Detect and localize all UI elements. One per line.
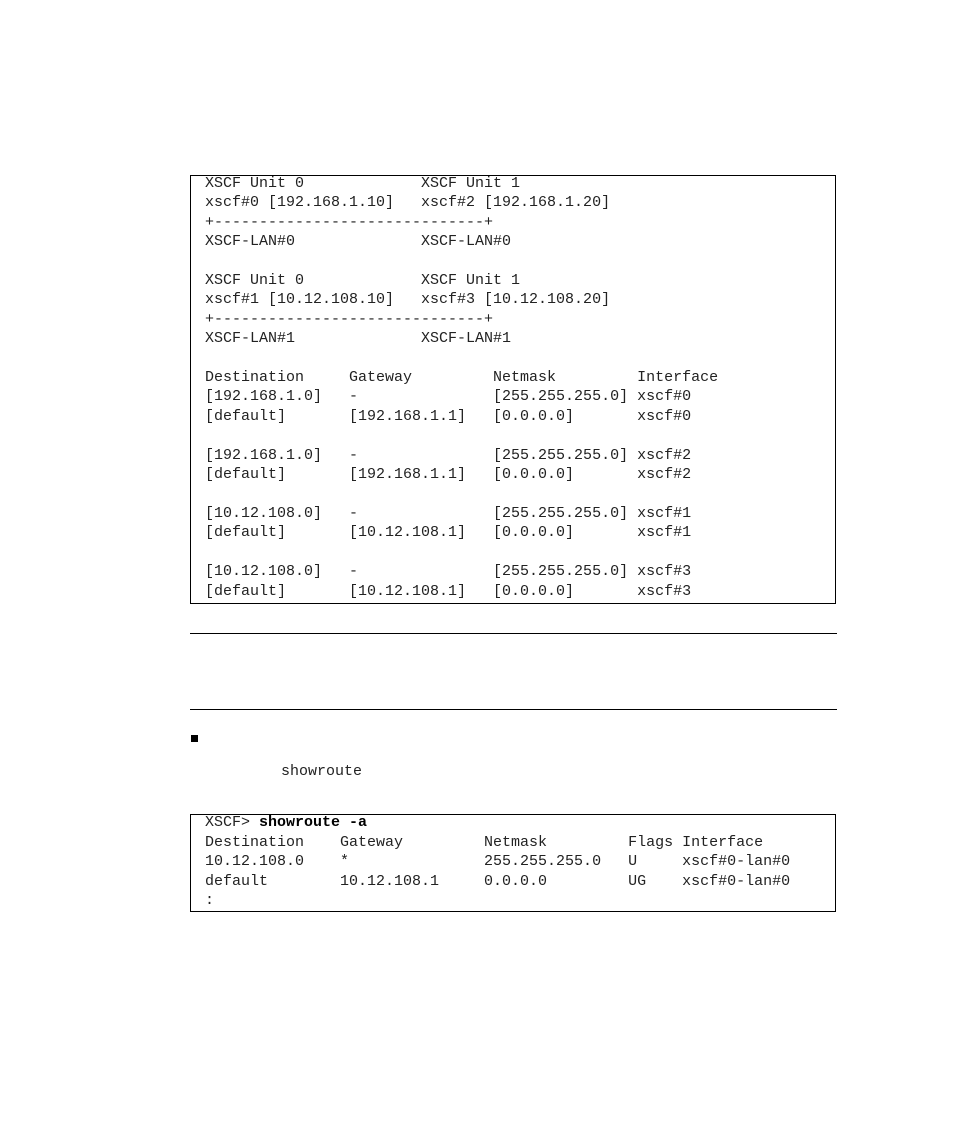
network-config-code xyxy=(205,174,718,601)
code-line: [default] [10.12.108.1] [0.0.0.0] xscf#1 xyxy=(205,524,692,542)
code-line: [10.12.108.0] - [255.255.255.0] xscf#1 xyxy=(205,504,692,522)
bullet-icon xyxy=(191,735,198,742)
code-line: xscf#0 [192.168.1.10] xscf#2 [192.168.1.20] xyxy=(205,194,611,212)
code-line: XSCF Unit 0 XSCF Unit 1 xyxy=(205,175,521,192)
showroute-output-box xyxy=(190,814,836,912)
code-line: +------------------------------+ xyxy=(205,310,494,328)
note-top-rule xyxy=(190,633,837,634)
output-line: 10.12.108.0 * 255.255.255.0 U xscf#0-lan#0 xyxy=(205,853,791,871)
code-line: xscf#1 [10.12.108.10] xscf#3 [10.12.108.20] xyxy=(205,291,611,309)
inline-command: showroute xyxy=(281,763,363,780)
showroute-command: showroute -a xyxy=(259,814,368,831)
code-line: +------------------------------+ xyxy=(205,213,494,231)
showroute-output-code xyxy=(205,813,790,911)
code-line: XSCF-LAN#1 XSCF-LAN#1 xyxy=(205,330,512,348)
output-line: default 10.12.108.1 0.0.0.0 UG xscf#0-lan#0 xyxy=(205,872,791,890)
command-prompt: XSCF> xyxy=(205,814,260,831)
code-line: Destination Gateway Netmask Interface xyxy=(205,369,719,387)
output-line: : xyxy=(205,892,215,910)
code-line: [default] [192.168.1.1] [0.0.0.0] xscf#2 xyxy=(205,466,692,484)
code-line: XSCF Unit 0 XSCF Unit 1 xyxy=(205,272,521,290)
output-line: Destination Gateway Netmask Flags Interface xyxy=(205,833,764,851)
showroute-output-lines xyxy=(205,834,790,910)
code-line: [default] [192.168.1.1] [0.0.0.0] xscf#0 xyxy=(205,407,692,425)
code-line: [default] [10.12.108.1] [0.0.0.0] xscf#3 xyxy=(205,582,692,600)
code-line: [192.168.1.0] - [255.255.255.0] xscf#0 xyxy=(205,388,692,406)
code-line: [192.168.1.0] - [255.255.255.0] xscf#2 xyxy=(205,446,692,464)
note-bottom-rule xyxy=(190,709,837,710)
network-config-code-box xyxy=(190,175,836,604)
code-line: XSCF-LAN#0 XSCF-LAN#0 xyxy=(205,233,512,251)
code-line: [10.12.108.0] - [255.255.255.0] xscf#3 xyxy=(205,563,692,581)
